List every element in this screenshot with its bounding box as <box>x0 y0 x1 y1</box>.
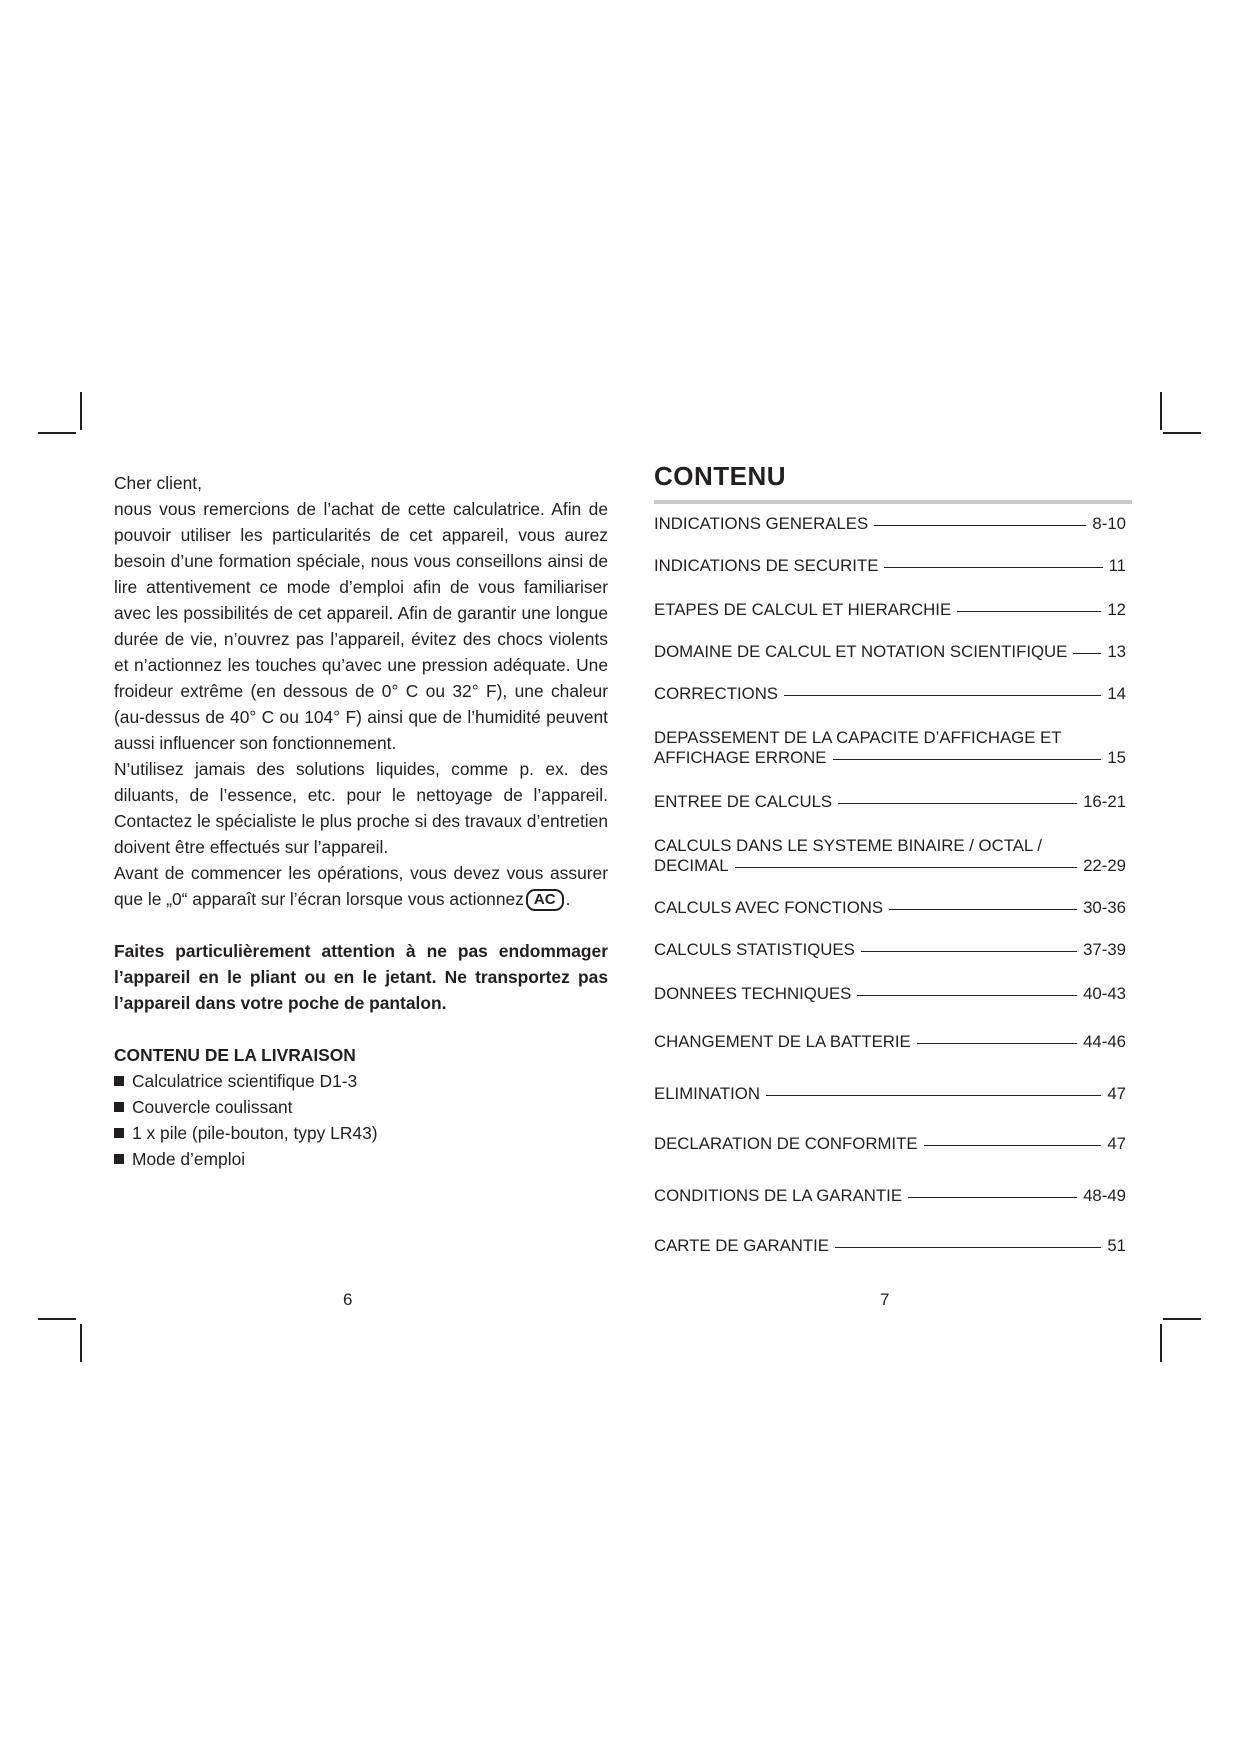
ac-sentence: Avant de commencer les opérations, vous devez vous assurer que le „0“ apparaît sur l’écran lorsque vous actionnez <box>114 863 608 909</box>
toc-entry-page: 51 <box>1107 1236 1126 1255</box>
toc-entry[interactable] <box>654 984 1126 1004</box>
page-number-left: 6 <box>343 1290 353 1309</box>
toc-entry-label: DECIMAL <box>654 856 729 875</box>
toc-entry[interactable] <box>654 728 1126 768</box>
toc-entry-page: 44-46 <box>1083 1032 1126 1051</box>
toc-entry-label: CALCULS AVEC FONCTIONS <box>654 898 884 917</box>
toc-entry-label: INDICATIONS GENERALES <box>654 514 869 533</box>
toc-entry-label: DOMAINE DE CALCUL ET NOTATION SCIENTIFIQUE <box>654 642 1068 661</box>
toc-entry[interactable] <box>654 1186 1126 1206</box>
leader-line <box>884 567 1102 568</box>
toc-entry[interactable] <box>654 514 1126 534</box>
toc-entry-label: CARTE DE GARANTIE <box>654 1236 829 1255</box>
title-rule <box>654 500 1132 504</box>
toc-entry-label-line1: CALCULS DANS LE SYSTEME BINAIRE / OCTAL / <box>654 836 1042 855</box>
toc-entry[interactable] <box>654 792 1126 812</box>
toc-entry-page: 22-29 <box>1083 856 1126 875</box>
leader-line <box>917 1043 1077 1044</box>
leader-line <box>861 951 1077 952</box>
leader-line <box>838 803 1077 804</box>
leader-line <box>784 695 1101 696</box>
toc-entry-label: ETAPES DE CALCUL ET HIERARCHIE <box>654 600 952 619</box>
leader-line <box>766 1095 1101 1096</box>
toc-entry-label: DECLARATION DE CONFORMITE <box>654 1134 918 1153</box>
toc-entry[interactable] <box>654 940 1126 960</box>
crop-mark-bottom-left-horizontal <box>38 1318 76 1320</box>
toc-entry-label: CALCULS STATISTIQUES <box>654 940 855 959</box>
crop-mark-top-left-vertical <box>80 392 82 430</box>
page-number-right: 7 <box>880 1290 890 1309</box>
ac-sentence-end: . <box>565 889 571 909</box>
toc-entry[interactable] <box>654 1084 1126 1104</box>
crop-mark-top-left-horizontal <box>38 432 76 434</box>
leader-line <box>833 759 1102 760</box>
toc-entry-label: CORRECTIONS <box>654 684 778 703</box>
leader-line <box>874 525 1086 526</box>
toc-entry-page: 48-49 <box>1083 1186 1126 1205</box>
delivery-heading: CONTENU DE LA LIVRAISON <box>114 1045 356 1065</box>
toc-entry-page: 37-39 <box>1083 940 1126 959</box>
toc-entry[interactable] <box>654 1236 1126 1256</box>
leader-line <box>889 909 1077 910</box>
crop-mark-top-right-vertical <box>1160 392 1162 430</box>
toc-entry-page: 30-36 <box>1083 898 1126 917</box>
toc-entry-page: 14 <box>1107 684 1126 703</box>
toc-entry[interactable] <box>654 1134 1126 1154</box>
ac-paragraph <box>114 860 608 912</box>
toc-entry-label: ENTREE DE CALCULS <box>654 792 833 811</box>
toc-entry-label: INDICATIONS DE SECURITE <box>654 556 879 575</box>
leader-line <box>835 1247 1101 1248</box>
leader-line <box>908 1197 1077 1198</box>
leader-line <box>1073 653 1101 654</box>
warning-paragraph: Faites particulièrement attention à ne pas endommager l’appareil en le pliant ou en le jetant. Ne transportez pas l’appareil dans votre poche de pantalon. <box>114 941 608 1013</box>
toc-title: CONTENU <box>654 461 787 491</box>
toc-entry-label: ELIMINATION <box>654 1084 760 1103</box>
toc-entry-page: 15 <box>1107 748 1126 767</box>
right-page-toc <box>654 458 1132 1255</box>
crop-mark-bottom-right-vertical <box>1160 1324 1162 1362</box>
intro-paragraph: nous vous remercions de l’achat de cette calculatrice. Afin de pouvoir utiliser les particularités de cet appareil, vous aurez besoin d’une formation spéciale, nous vous conseillons ainsi de lire attentivement ce mode d’emploi afin de vous familiariser avec les possibilités de cet appareil. Afin de garantir une longue durée de vie, n’ouvrez pas l’appareil, évitez des chocs violents et n’actionnez les touches qu’avec une pression adéquate. Une froideur extrême (en dessous de 0° C ou 32° F), une chaleur (au-dessus de 40° C ou 104° F) ainsi que de l’humidité peuvent aussi influencer son fonctionnement. <box>114 499 608 753</box>
toc-entry-page: 40-43 <box>1083 984 1126 1003</box>
toc-entry[interactable] <box>654 600 1126 620</box>
toc-entry[interactable] <box>654 684 1126 704</box>
toc-entry-page: 12 <box>1107 600 1126 619</box>
toc-entry-label: DONNEES TECHNIQUES <box>654 984 852 1003</box>
leader-line <box>924 1145 1102 1146</box>
toc-entry[interactable] <box>654 642 1126 662</box>
toc-entry[interactable] <box>654 836 1126 876</box>
list-item: Couvercle coulissant <box>114 1094 608 1120</box>
toc-entry-page: 47 <box>1107 1134 1126 1153</box>
left-page-body <box>114 470 608 1172</box>
ac-key-icon: AC <box>526 889 564 911</box>
delivery-list <box>114 1068 608 1172</box>
leader-line <box>735 867 1077 868</box>
leader-line <box>957 611 1101 612</box>
toc-entry[interactable] <box>654 898 1126 918</box>
crop-mark-bottom-right-horizontal <box>1163 1318 1201 1320</box>
cleaning-paragraph: N’utilisez jamais des solutions liquides, comme p. ex. des diluants, de l’essence, etc. pour le nettoyage de l’appareil. Contactez le spécialiste le plus proche si des travaux d’entretien doivent être effectués sur l’appareil. <box>114 759 608 857</box>
leader-line <box>857 995 1077 996</box>
greeting: Cher client, <box>114 473 202 493</box>
toc-entry-label-line1: DEPASSEMENT DE LA CAPACITE D’AFFICHAGE ET <box>654 728 1062 747</box>
list-item: Mode d’emploi <box>114 1146 608 1172</box>
toc-entry-page: 47 <box>1107 1084 1126 1103</box>
toc-entry-label: CONDITIONS DE LA GARANTIE <box>654 1186 903 1205</box>
toc-entry[interactable] <box>654 556 1126 576</box>
list-item: 1 x pile (pile-bouton, typy LR43) <box>114 1120 608 1146</box>
crop-mark-top-right-horizontal <box>1163 432 1201 434</box>
crop-mark-bottom-left-vertical <box>80 1324 82 1362</box>
toc-entry-page: 13 <box>1107 642 1126 661</box>
toc-entry-page: 8-10 <box>1092 514 1126 533</box>
toc-entry-page: 11 <box>1108 556 1126 575</box>
toc-entry-label: CHANGEMENT DE LA BATTERIE <box>654 1032 911 1051</box>
toc-entry-label: AFFICHAGE ERRONE <box>654 748 827 767</box>
toc-entry[interactable] <box>654 1032 1126 1052</box>
toc-entry-page: 16-21 <box>1083 792 1126 811</box>
list-item: Calculatrice scientifique D1-3 <box>114 1068 608 1094</box>
